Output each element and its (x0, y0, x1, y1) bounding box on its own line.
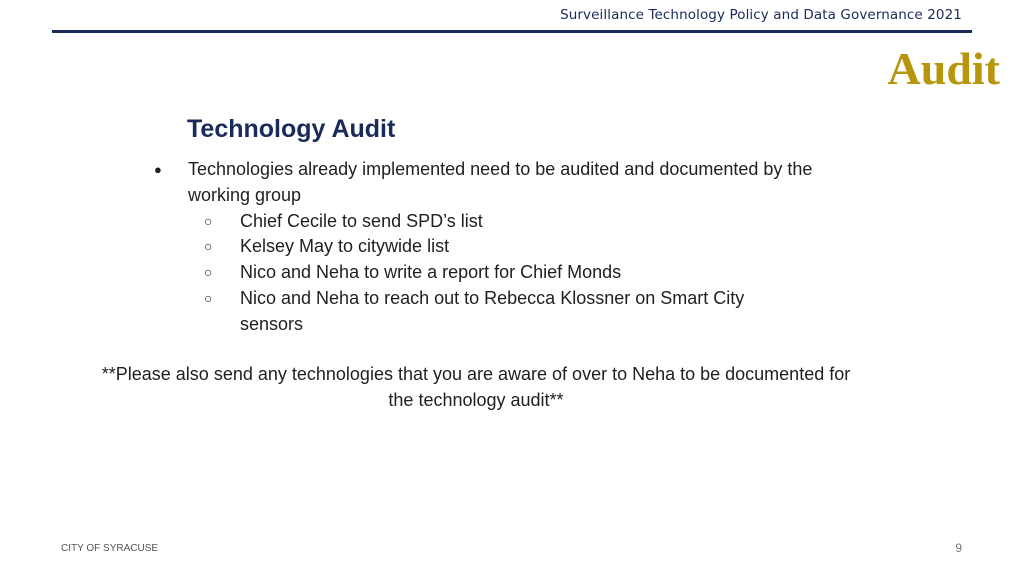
header-title: Surveillance Technology Policy and Data Governance 2021 (560, 7, 962, 23)
page-number: 9 (955, 541, 962, 555)
footer-org: CITY OF SYRACUSE (61, 543, 159, 554)
bullet-text: Technologies already implemented need to be audited and documented by the working group (188, 159, 813, 205)
sub-item-text: Nico and Neha to reach out to Rebecca Klossner on Smart City sensors (240, 287, 745, 334)
bullet-list (148, 157, 828, 338)
sub-item-text: Nico and Neha to write a report for Chief Monds (240, 262, 622, 283)
sub-list-item (148, 234, 800, 260)
sub-list-item (148, 286, 800, 338)
sub-bullet-icon: ○ (204, 212, 213, 229)
sub-item-text: Kelsey May to citywide list (240, 236, 450, 257)
sub-bullet-icon: ○ (204, 238, 213, 255)
note-text: **Please also send any technologies that you are aware of over to Neha to be documented for the technology audit** (101, 364, 851, 410)
sub-list-item (148, 209, 800, 235)
header-divider (52, 30, 972, 33)
list-item (148, 157, 828, 209)
sub-item-text: Chief Cecile to send SPD’s list (240, 210, 483, 231)
sub-list-item (148, 260, 800, 286)
bullet-icon: ● (154, 162, 162, 177)
sub-bullet-icon: ○ (204, 264, 213, 281)
sub-list (148, 209, 828, 338)
sub-bullet-icon: ○ (204, 289, 213, 306)
content-heading: Technology Audit (187, 115, 396, 143)
section-label: Audit (887, 43, 1000, 94)
